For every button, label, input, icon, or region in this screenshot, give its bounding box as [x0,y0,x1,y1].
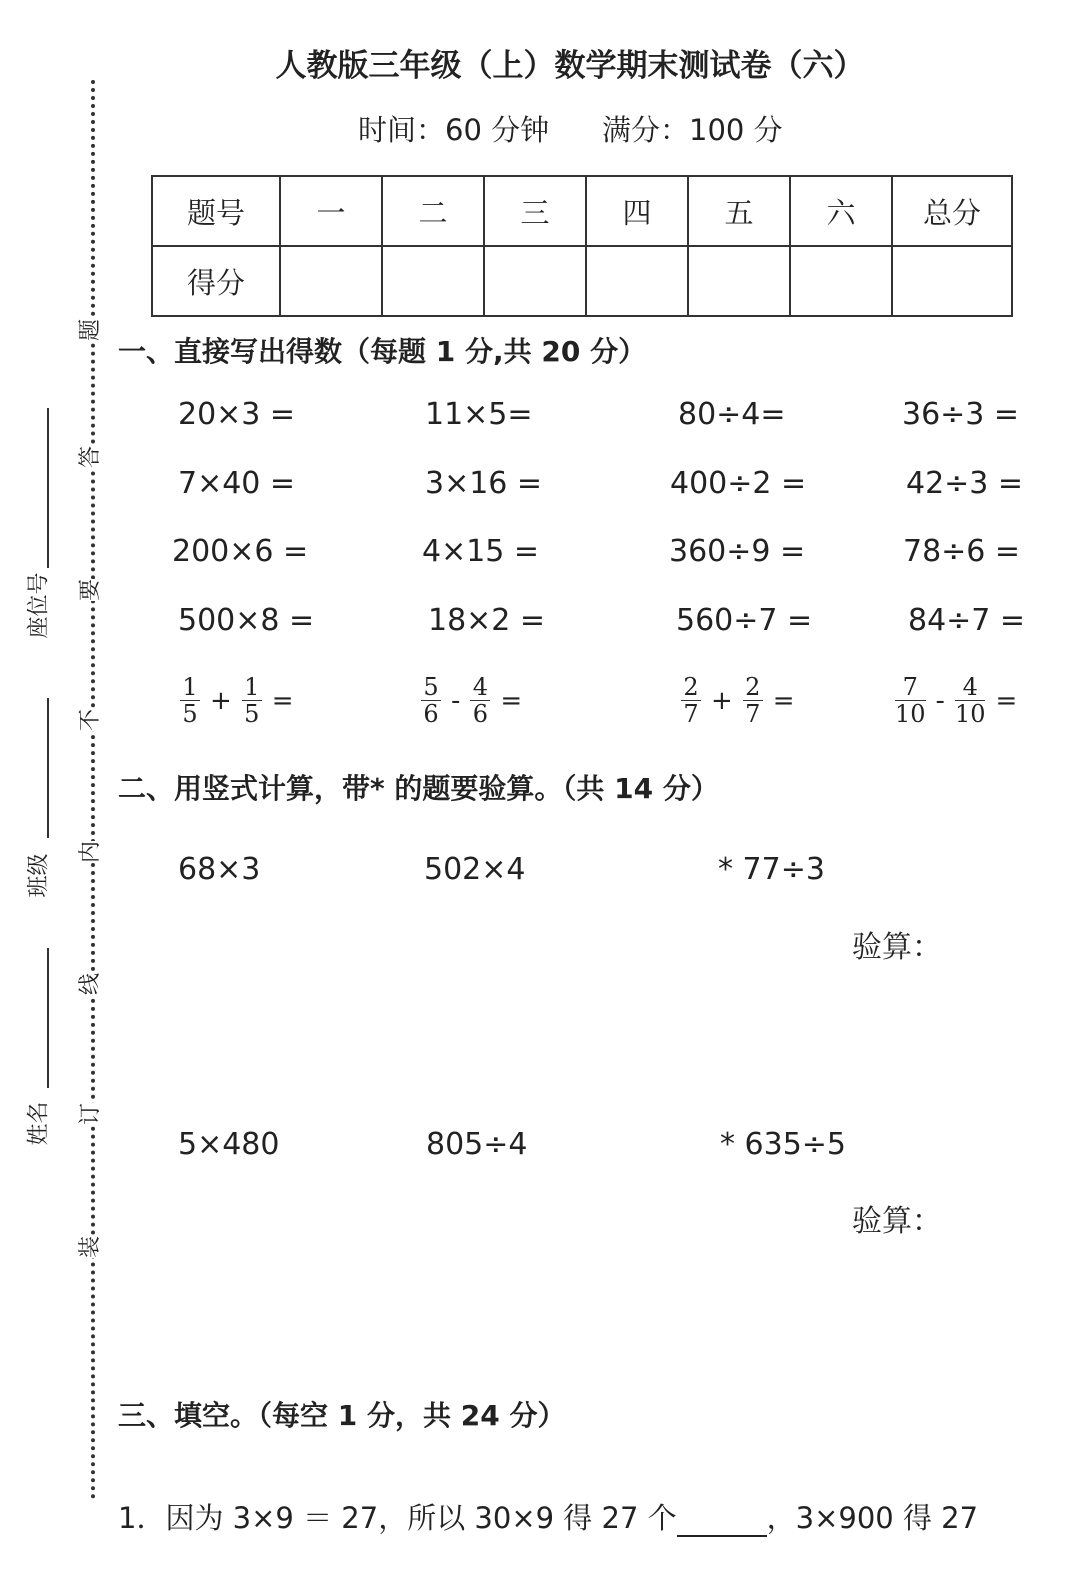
question-text: 1．因为 3×9 ＝ 27，所以 30×9 得 27 个 [118,1501,677,1535]
fill-blank-question-1 [118,1496,978,1537]
name-label: 姓名 [26,1101,52,1146]
score-blank-cell[interactable] [892,246,1012,316]
full-score: 满分：100 分 [602,113,783,147]
table-cell: 题号 [152,176,280,246]
vertical-calc-problem: 805÷4 [426,1127,528,1162]
arithmetic-problem: 11×5= [425,397,533,432]
operator: + [210,685,232,716]
arithmetic-problem: 84÷7 = [908,603,1026,638]
margin-char: 题 [78,318,104,342]
score-table [151,175,1013,317]
arithmetic-problem: 42÷3 = [906,466,1024,501]
score-blank-cell[interactable] [280,246,382,316]
score-table-header-row [152,176,1012,246]
fraction-problem [889,674,1021,727]
numerator: 7 [902,673,918,701]
equals-sign: = [500,685,523,716]
denominator: 5 [244,700,260,728]
numerator: 1 [244,673,260,701]
margin-char: 装 [78,1235,104,1259]
numerator: 4 [962,673,978,701]
section3-heading: 三、填空。（每空 1 分，共 24 分） [118,1399,566,1432]
score-table-score-row [152,246,1012,316]
arithmetic-problem: 80÷4= [678,397,786,432]
denominator: 10 [954,700,986,728]
section2-heading: 二、用竖式计算，带* 的题要验算。（共 14 分） [118,772,719,805]
denominator: 6 [423,700,439,728]
fraction-problem [415,674,526,727]
numerator: 2 [745,673,761,701]
numerator: 1 [182,673,198,701]
table-cell: 一 [280,176,382,246]
arithmetic-problem: 18×2 = [428,603,546,638]
vertical-calc-problem: * 635÷5 [720,1127,847,1162]
page-title: 人教版三年级（上）数学期末测试卷（六） [275,48,865,84]
score-blank-cell[interactable] [382,246,484,316]
class-line [47,698,49,838]
margin-char: 内 [78,840,104,864]
table-cell: 二 [382,176,484,246]
answer-blank[interactable] [677,1507,767,1537]
arithmetic-problem: 560÷7 = [676,603,813,638]
score-blank-cell[interactable] [790,246,892,316]
equals-sign: = [271,685,294,716]
class-label: 班级 [26,853,52,898]
margin-char: 答 [78,445,104,469]
operator: + [711,685,733,716]
table-cell: 六 [790,176,892,246]
denominator: 5 [182,700,198,728]
arithmetic-problem: 500×8 = [178,603,315,638]
arithmetic-problem: 36÷3 = [902,397,1020,432]
check-label: 验算： [852,930,942,965]
vertical-calc-problem: 5×480 [178,1127,280,1162]
table-cell: 三 [484,176,586,246]
score-blank-cell[interactable] [586,246,688,316]
arithmetic-problem: 400÷2 = [670,466,807,501]
denominator: 10 [895,700,926,728]
binding-dotted-line [91,80,95,1500]
name-line [47,948,49,1088]
margin-char: 订 [78,1102,104,1126]
arithmetic-problem: 7×40 = [178,466,296,501]
denominator: 7 [683,700,699,728]
numerator: 5 [423,673,439,701]
arithmetic-problem: 20×3 = [178,397,296,432]
arithmetic-problem: 360÷9 = [669,534,806,569]
seat-number-line [47,408,49,568]
margin-char: 线 [78,972,104,996]
equals-sign: = [772,685,795,716]
vertical-calc-problem: * 77÷3 [718,852,825,887]
vertical-calc-problem: 502×4 [424,852,526,887]
operator: - [935,685,945,716]
check-label: 验算： [852,1204,942,1239]
table-cell: 四 [586,176,688,246]
score-blank-cell[interactable] [484,246,586,316]
numerator: 2 [683,673,699,701]
denominator: 7 [745,700,761,728]
margin-char: 不 [78,708,104,732]
equals-sign: = [995,685,1018,716]
arithmetic-problem: 3×16 = [425,466,543,501]
arithmetic-problem: 78÷6 = [903,534,1021,569]
score-blank-cell[interactable] [688,246,790,316]
question-text: ，3×900 得 27 [766,1501,979,1535]
denominator: 6 [472,700,489,728]
fraction-problem [174,674,298,727]
arithmetic-problem: 4×15 = [422,534,540,569]
seat-number-label: 座位号 [26,572,52,639]
table-cell: 总分 [892,176,1012,246]
operator: - [451,685,461,716]
exam-time: 时间：60 分钟 [358,113,550,147]
vertical-calc-problem: 68×3 [178,852,261,887]
numerator: 4 [472,673,489,701]
fraction-problem [675,674,799,727]
arithmetic-problem: 200×6 = [172,534,309,569]
table-cell: 五 [688,176,790,246]
table-cell: 得分 [152,246,280,316]
margin-char: 要 [78,578,104,602]
section1-heading: 一、直接写出得数（每题 1 分,共 20 分） [118,335,647,368]
